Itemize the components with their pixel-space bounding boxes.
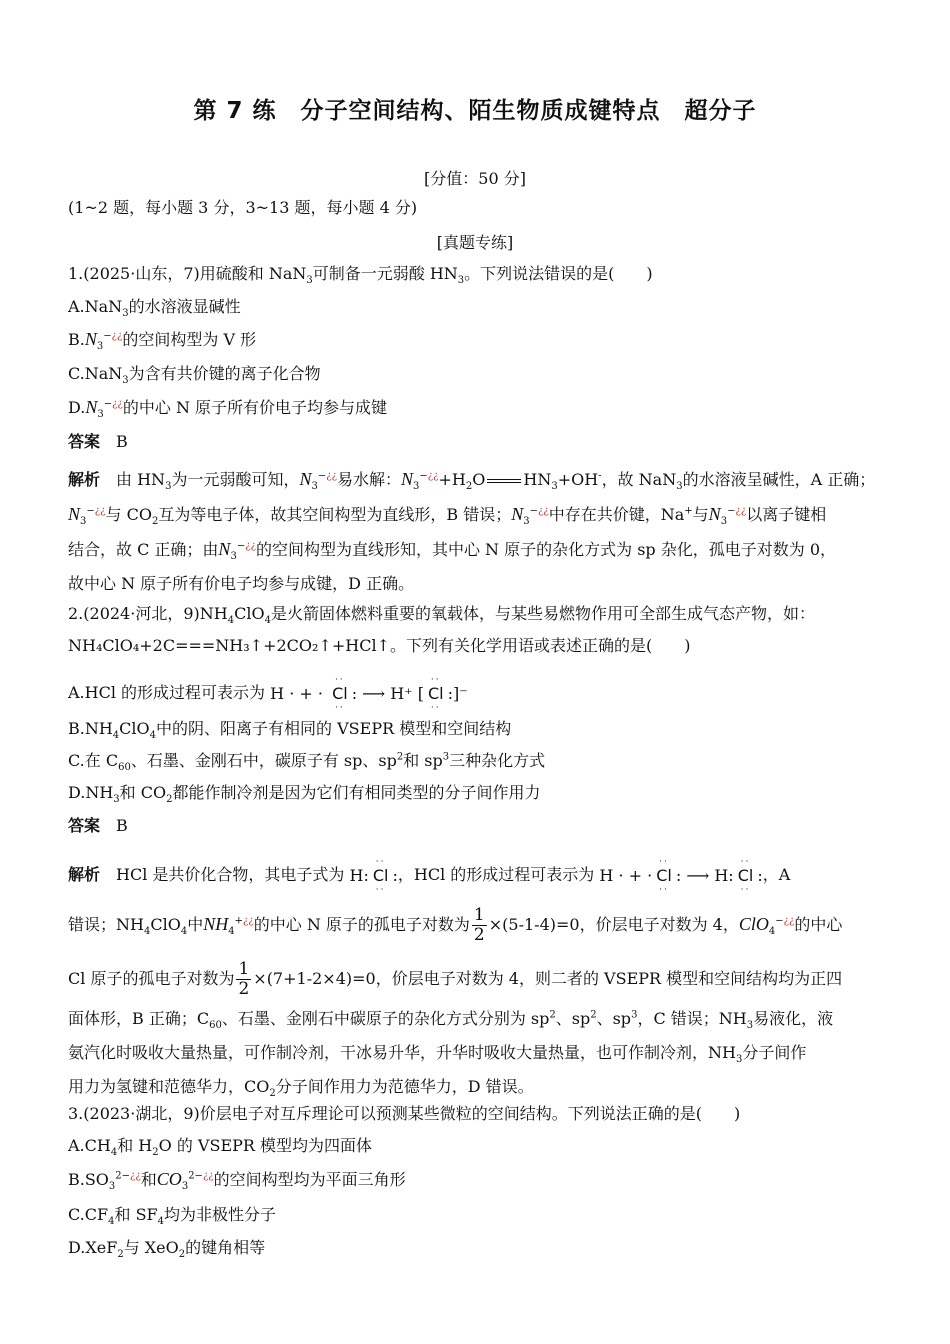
q2-explanation-rest: 面体形，B 正确；$C_{60}$、石墨、金刚石中碳原子的杂化方式分别为 $sp^2$、$sp^2$、$sp^3$，C 错误；$NH_3$易液化，液 氨汽化时吸收大量热量，可作制冷剂，干冰易升华，升华时吸收大量热量，也可作制冷剂，$NH_3$分子间作 用力为氢键和范德华力，$CO_2$分子间作用力为范德华力，D 错误。	[68, 1009, 834, 1100]
page-title: 第 7 练 分子空间结构、陌生物质成键特点 超分子	[193, 98, 757, 124]
q1-option-c: C.NaN$_3$为含有共价键的离子化合物	[68, 364, 321, 387]
q1-answer: 答案 B	[68, 432, 128, 451]
q3-option-d: D.XeF$_2$与 XeO$_2$的键角相等	[68, 1238, 266, 1261]
score-info: [分值：50 分]	[424, 169, 526, 188]
q1-stem: 1.(2025·山东，7)用硫酸和 NaN$_3$可制备一元弱酸 $HN_3$。下列说法错误的是( )	[68, 264, 653, 287]
hcl-formation-process: H · + · ·· Cl ·· : ⟶ H: ·· Cl ·· :	[599, 856, 763, 895]
q2-explanation-line1: 解析 HCl 是共价化合物，其电子式为 H: ·· Cl ·· :，HCl 的形成过程可表示为 H · + · ·· Cl ·· : ⟶ H: ·· Cl ·· :，A	[68, 856, 791, 895]
q3-option-b: $B.SO_3^{2-¿¿}$和$CO_3^{2-¿¿}$的空间构型均为平面三角形	[68, 1169, 406, 1193]
q2-explanation-line3: Cl 原子的孤电子对数为 $\frac{1}{2}$ ×(7+1-2×4)=0，价层电子对数为 4，则二者的 VSEPR 模型和空间结构均为正四	[68, 959, 843, 999]
q3-option-c: $C.CF_4$和 $SF_4$均为非极性分子	[68, 1205, 277, 1228]
q2-answer: 答案 B	[68, 816, 128, 835]
q3-stem: 3.(2023·湖北，9)价层电子对互斥理论可以预测某些微粒的空间结构。下列说法正确的是( )	[68, 1104, 741, 1123]
q2-stem-line2: NH₄ClO₄+2C===NH₃↑+2CO₂↑+HCl↑。下列有关化学用语或表述正确的是( )	[68, 636, 691, 655]
q2-option-d: $D.NH_3$和 $CO_2$都能作制冷剂是因为它们有相同类型的分子间作用力	[68, 783, 541, 806]
section-heading: [真题专练]	[436, 233, 514, 252]
hcl-electron-formula: H: ·· Cl ·· :	[349, 856, 398, 895]
q1-option-a: A.NaN$_3$的水溶液显碱性	[68, 297, 241, 320]
fraction-half: $\frac{1}{2}$	[473, 905, 485, 945]
q2-stem-line1: 2.(2024·河北，$9)NH_4ClO_4$是火箭固体燃料重要的氧载体，与某些易燃物作用可全部生成气态产物，如：	[68, 604, 815, 627]
reaction-arrow-icon: ⟶	[362, 683, 386, 703]
q1-option-b: $B.N_3^{-¿¿}$的空间构型为 V 形	[68, 329, 257, 353]
hcl-formation-diagram: H · + · ·· Cl ·· : ⟶ H⁺ [ ·· Cl ·· :]⁻	[270, 674, 468, 713]
scoring-note: (1~2 题，每小题 3 分，3~13 题，每小题 4 分)	[68, 198, 418, 217]
q1-explanation: 解析 由 $HN_3$为一元弱酸可知，$N_3^{-¿¿}$易水解：$N_3^{-¿¿}+H_2O$ $HN_3+OH^-$，故 NaN$_3$的水溶液呈碱性，A 正确； $N_3^{-¿¿}$与 $CO_2$互为等电子体，故其空间构型为直线形，B 错误；$N_3^{-¿¿}$中存在共价键，Na+与$N_3^{-¿¿}$以离子键相 结合，故 C 正确；由$N_3^{-¿¿}$的空间构型为直线形知，其中心 N 原子的杂化方式为 sp 杂化，孤电子对数为 0， 故中心 N 原子所有价电子均参与成键，D 正确。	[68, 469, 876, 593]
q3-option-a: $A.CH_4$和 $H_2O$ 的 VSEPR 模型均为四面体	[68, 1136, 373, 1159]
q2-option-b: $B.NH_4ClO_4$中的阴、阳离子有相同的 VSEPR 模型和空间结构	[68, 719, 512, 742]
equilibrium-arrow-icon	[487, 479, 521, 483]
q1-option-d: $D.N_3^{-¿¿}$的中心 N 原子所有价电子均参与成键	[68, 397, 388, 421]
q2-option-a: A.HCl 的形成过程可表示为 H · + · ·· Cl ·· : ⟶ H⁺ [ ·· Cl ·· :]⁻	[68, 674, 468, 713]
fraction-half: $\frac{1}{2}$	[238, 959, 250, 999]
q2-explanation-line2: 错误；$NH_4ClO_4$中$NH_4^{+¿¿}$的中心 N 原子的孤电子对数为 $\frac{1}{2}$ ×(5-1-4)=0，价层电子对数为 4，ClO$_4$−¿¿的中心	[68, 905, 843, 945]
q2-option-c: C.在 $C_{60}$、石墨、金刚石中，碳原子有 sp、$sp^2$和 $sp^3$三种杂化方式	[68, 751, 546, 774]
